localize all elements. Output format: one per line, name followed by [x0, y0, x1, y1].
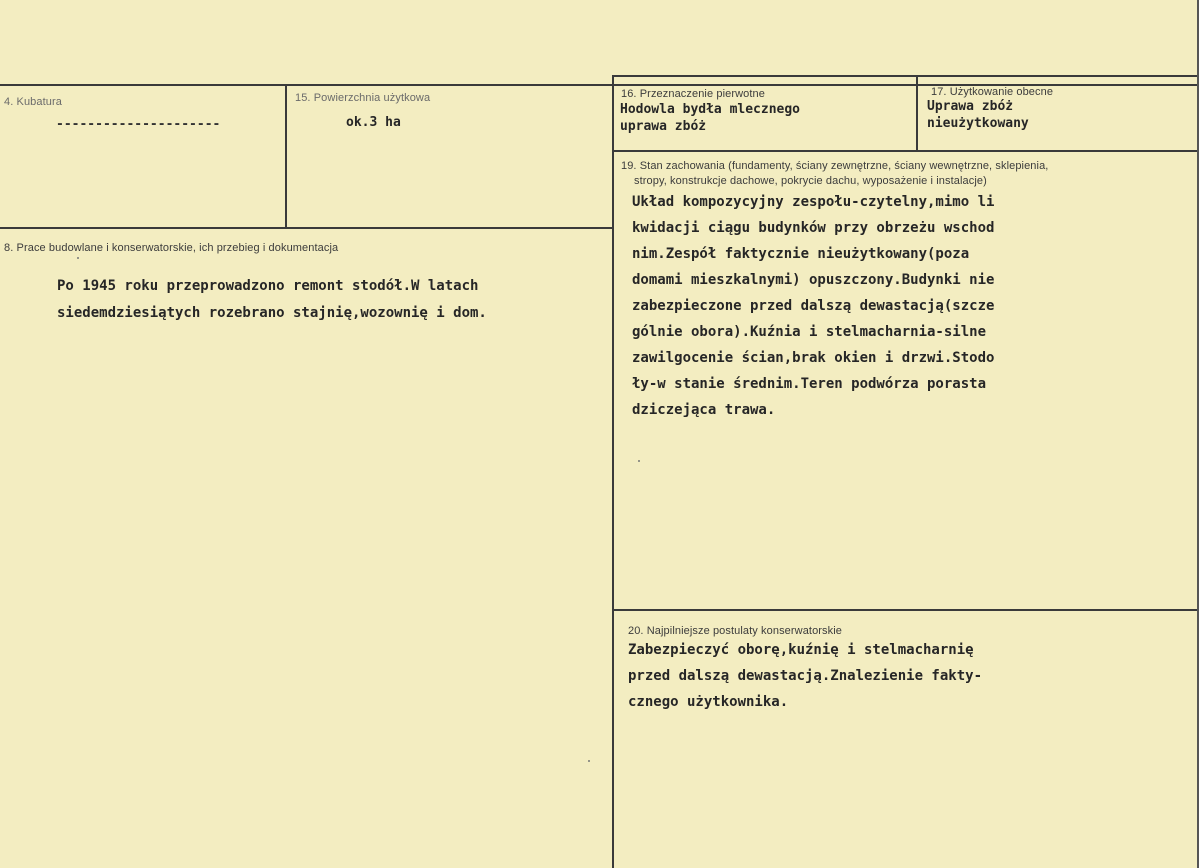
- field-20-value: Zabezpieczyć oborę,kuźnię i stelmacharnię przed dalszą dewastacją.Znalezienie fakty- cznego użytkownika.: [628, 642, 983, 710]
- field-17-value: Uprawa zbóż nieużytkowany: [927, 99, 1029, 131]
- rule-left-mid: [0, 227, 614, 229]
- paper-speck: [638, 460, 640, 462]
- field-18-label: 8. Prace budowlane i konserwatorskie, ich przebieg i dokumentacja: [4, 242, 339, 254]
- paper-speck: [77, 257, 79, 259]
- rule-right-upper: [612, 150, 1199, 152]
- field-15-label: 15. Powierzchnia użytkowa: [295, 92, 431, 104]
- top-rule-right: [612, 75, 1199, 77]
- field-17-label: 17. Użytkowanie obecne: [931, 86, 1054, 98]
- rule-right-lower: [612, 609, 1199, 611]
- divider-main: [612, 75, 614, 868]
- field-19-label-line2: stropy, konstrukcje dachowe, pokrycie dachu, wyposażenie i instalacje): [634, 175, 987, 187]
- field-20-label: 20. Najpilniejsze postulaty konserwatorskie: [628, 625, 843, 637]
- field-19-value: Układ kompozycyjny zespołu-czytelny,mimo li kwidacji ciągu budynków przy obrzeżu wschod nim.Zespół faktycznie nieużytkowany(poza domami mieszkalnymi) opuszczony.Budynki nie zabezpieczone przed dalszą dewastacją(szcze gólnie obora).Kuźnia i stelmacharnia-silne zawilgocenie ścian,brak okien i drzwi.Stodo ły-w stanie średnim.Teren podwórza porasta dziczejąca trawa.: [632, 194, 995, 418]
- field-19-label-line1: 19. Stan zachowania (fundamenty, ściany zewnętrzne, ściany wewnętrzne, sklepienia,: [621, 160, 1049, 172]
- field-18-value: Po 1945 roku przeprowadzono remont stodół.W latach siedemdziesiątych rozebrano stajnię,wozownię i dom.: [57, 278, 487, 321]
- field-14-value: ---------------------: [56, 117, 221, 132]
- field-14-label: 4. Kubatura: [4, 96, 62, 108]
- field-16-label: 16. Przeznaczenie pierwotne: [621, 88, 765, 100]
- divider-14-15: [285, 84, 287, 229]
- divider-16-17: [916, 75, 918, 152]
- paper-speck: [588, 760, 590, 762]
- field-16-value: Hodowla bydła mlecznego uprawa zbóż: [620, 102, 801, 134]
- field-15-value: ok.3 ha: [346, 115, 401, 130]
